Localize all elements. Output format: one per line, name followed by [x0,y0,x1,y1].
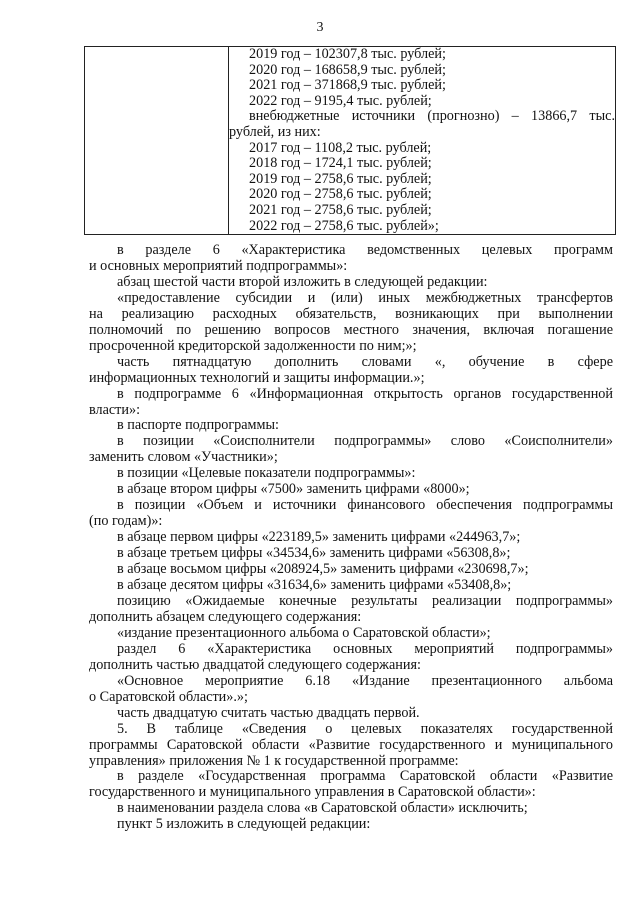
table-line-2020: 2020 год – 168658,9 тыс. рублей; [249,61,446,78]
table-line-eb-2022: 2022 год – 2758,6 тыс. рублей»; [249,217,439,234]
text-line: в позиции «Объем и источники финансового обеспечения подпрограммы [117,498,613,514]
text-line: «Основное мероприятие 6.18 «Издание презентационного альбома [117,673,613,689]
text-line: в позиции «Соисполнители подпрограммы» слово «Соисполнители» [117,434,613,450]
text-line: и основных мероприятий подпрограммы»: [89,258,348,274]
table-line-eb-2018: 2018 год – 1724,1 тыс. рублей; [249,155,432,172]
table-line-eb-2021: 2021 год – 2758,6 тыс. рублей; [249,201,432,218]
text-line: дополнить частью двадцатой следующего содержания: [89,657,421,673]
text-line: в абзаце восьмом цифры «208924,5» заменить цифрами «230698,7»; [117,562,529,578]
text-line: в абзаце третьем цифры «34534,6» заменить цифрами «56308,8»; [117,546,511,562]
text-line: (по годам)»: [89,514,163,530]
table-label-cell [85,47,229,235]
table-line-extrabudget: внебюджетные источники (прогнозно) – 13866,7 тыс. [249,108,615,125]
text-line: в разделе «Государственная программа Саратовской области «Развитие [117,769,613,785]
text-line: в паспорте подпрограммы: [117,418,279,434]
text-line: в позиции «Целевые показатели подпрограммы»: [117,466,416,482]
text-line: власти»: [89,402,141,418]
financing-table [84,46,616,235]
text-line: в подпрограмме 6 «Информационная открытость органов государственной [117,386,613,402]
text-line: часть двадцатую считать частью двадцать первой. [117,705,420,721]
text-line: «издание презентационного альбома о Саратовской области»; [117,625,491,641]
table-line-eb-2020: 2020 год – 2758,6 тыс. рублей; [249,186,432,203]
text-line: в наименовании раздела слова «в Саратовской области» исключить; [117,801,528,817]
text-line: информационных технологий и защиты информации.»; [89,370,425,386]
text-line: 5. В таблице «Сведения о целевых показателях государственной [117,721,613,737]
table-line-eb-2019: 2019 год – 2758,6 тыс. рублей; [249,170,432,187]
text-line: государственного и муниципального управления в Саратовской области»: [89,785,536,801]
text-line: о Саратовской области».»; [89,689,248,705]
page-number: 3 [316,20,324,35]
table-value-cell [229,47,616,235]
text-line: управления» приложения № 1 к государственной программе: [89,753,459,769]
text-line: просроченной кредиторской задолженности по ним;»; [89,338,417,354]
text-line: в абзаце втором цифры «7500» заменить цифрами «8000»; [117,482,470,498]
table-line-of-which: рублей, из них: [229,123,321,140]
table-line-2021: 2021 год – 371868,9 тыс. рублей; [249,77,446,94]
text-line: раздел 6 «Характеристика основных мероприятий подпрограммы» [117,641,613,657]
text-line: в абзаце первом цифры «223189,5» заменить цифрами «244963,7»; [117,530,521,546]
text-line: в разделе 6 «Характеристика ведомственных целевых программ [117,243,613,258]
text-line: в абзаце десятом цифры «31634,6» заменить цифрами «53408,8»; [117,578,512,594]
text-line: пункт 5 изложить в следующей редакции: [117,817,371,833]
text-line: на реализацию расходных обязательств, возникающих при выполнении [89,306,613,322]
table-line-eb-2017: 2017 год – 1108,2 тыс. рублей; [249,139,432,156]
text-line: дополнить абзацем следующего содержания: [89,609,362,625]
text-line: абзац шестой части второй изложить в следующей редакции: [117,274,488,290]
text-line: позицию «Ожидаемые конечные результаты реализации подпрограммы» [117,593,613,609]
table-row [85,47,616,235]
text-line: заменить словом «Участники»; [89,450,278,466]
text-line: полномочий по решению вопросов местного значения, включая погашение [89,322,613,338]
text-line: программы Саратовской области «Развитие государственного и муниципального [89,737,613,753]
table-line-2019: 2019 год – 102307,8 тыс. рублей; [249,46,446,62]
text-line: «предоставление субсидии и (или) иных межбюджетных трансфертов [117,290,613,306]
table-line-2022: 2022 год – 9195,4 тыс. рублей; [249,92,432,109]
text-line: часть пятнадцатую дополнить словами «, обучение в сфере [117,354,613,370]
document-body [89,243,613,833]
